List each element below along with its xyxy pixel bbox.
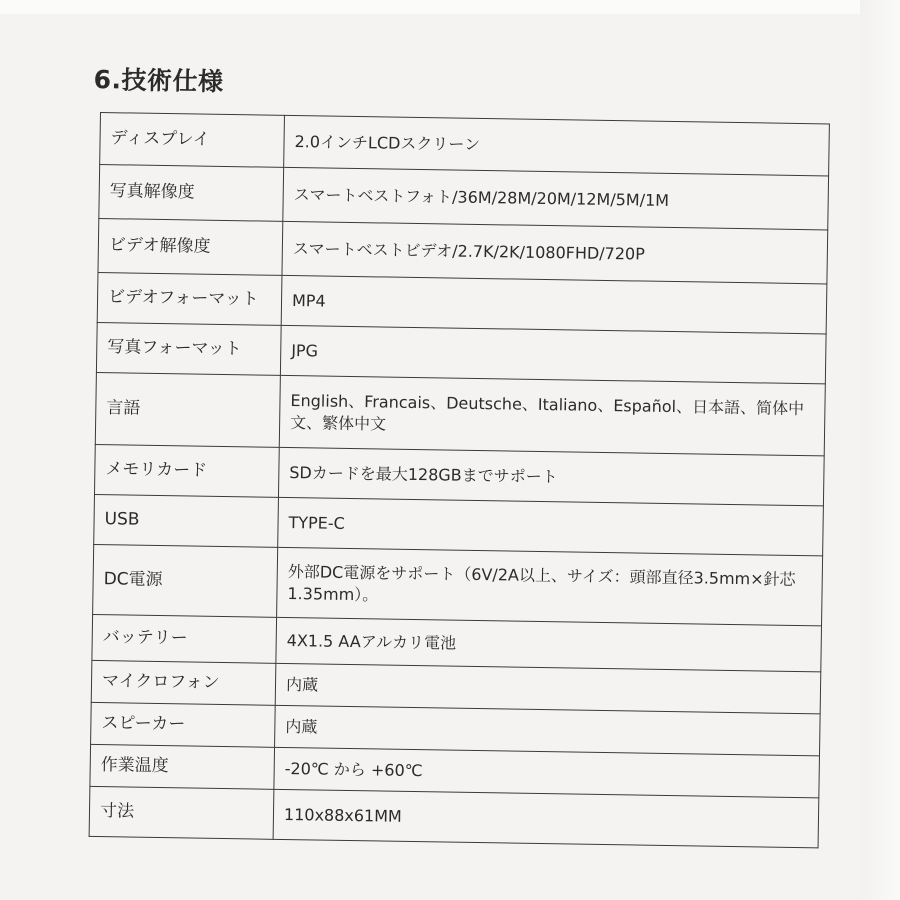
spec-value: 110x88x61MM [273,789,819,848]
spec-label: 写真フォーマット [96,322,281,375]
spec-value: SDカードを最大128GBまでサポート [278,447,824,506]
spec-value: MP4 [281,275,827,334]
spec-value: English、Francais、Deutsche、Italiano、Español、日本語、简体中文、繁体中文 [279,375,825,456]
spec-label: ディスプレイ [100,113,285,168]
spec-value: スマートベストフォト/36M/28M/20M/12M/5M/1M [283,167,829,230]
spec-label: メモリカード [94,444,279,497]
spec-value: 内蔵 [275,663,821,714]
spec-value: JPG [280,325,826,384]
page-right-edge [860,0,900,900]
spec-label: スピーカー [91,702,276,747]
spec-label: 写真解像度 [99,165,284,222]
spec-table [89,112,830,848]
spec-value: 4X1.5 AAアルカリ電池 [276,617,822,672]
spec-value: 内蔵 [275,705,821,756]
spec-label: 作業温度 [90,744,275,789]
page-top-edge [0,0,900,14]
spec-label: マイクロフォン [91,660,276,705]
spec-value: TYPE-C [278,497,824,556]
spec-label: 言語 [95,372,280,447]
spec-label: USB [94,494,279,547]
spec-label: DC電源 [93,544,278,617]
spec-value: スマートベストビデオ/2.7K/2K/1080FHD/720P [282,221,828,284]
table-row [89,786,819,847]
spec-value: 外部DC電源をサポート（6V/2A以上、サイズ：頭部直径3.5mm×針芯1.35mm）。 [277,547,823,626]
table-row [93,544,823,625]
spec-label: 寸法 [89,786,274,839]
table-row [95,372,825,455]
spec-label: バッテリー [92,614,277,663]
section-title: 6.技術仕様 [93,64,224,97]
spec-label: ビデオフォーマット [97,272,282,325]
spec-label: ビデオ解像度 [98,218,283,275]
spec-value: -20℃ から +60℃ [274,747,820,798]
spec-value: 2.0インチLCDスクリーン [284,115,830,176]
